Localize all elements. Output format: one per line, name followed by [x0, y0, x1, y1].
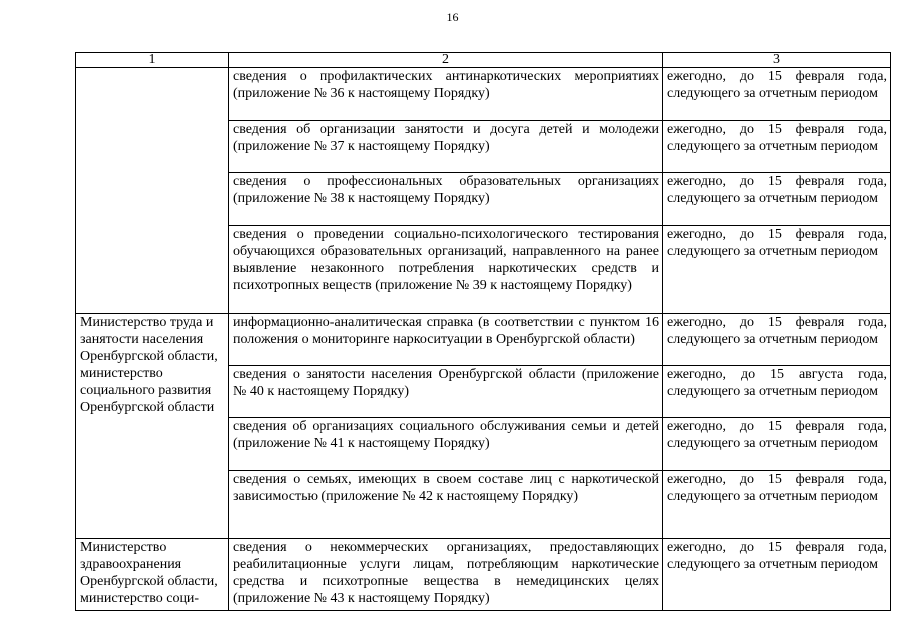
deadline-cell: ежегодно, до 15 февраля года, следующего за отчетным периодом: [663, 226, 891, 314]
deadline-cell: ежегодно, до 15 февраля года, следующего за отчетным периодом: [663, 539, 891, 611]
deadline-cell: ежегодно, до 15 февраля года, следующего за отчетным периодом: [663, 173, 891, 226]
deadline-cell: ежегодно, до 15 августа года, следующего за отчетным периодом: [663, 366, 891, 418]
information-cell: сведения о проведении социально-психологического тестирования обучающихся образовательных организаций, направленного на ранее выявление незаконного потребления наркотических средств и психотропных веществ (приложение № 39 к настоящему Порядку): [229, 226, 663, 314]
deadline-cell: ежегодно, до 15 февраля года, следующего за отчетным периодом: [663, 314, 891, 366]
column-header: 3: [663, 53, 891, 68]
table-row: [76, 539, 891, 611]
table-header-row: [76, 53, 891, 68]
page-number: 16: [446, 10, 459, 24]
information-cell: сведения о некоммерческих организациях, предоставляющих реабилитационные услуги лицам, потребляющим наркотические средства и психотропные вещества в немедицинских целях (приложение № 43 к настоящему Порядку): [229, 539, 663, 611]
deadline-cell: ежегодно, до 15 февраля года, следующего за отчетным периодом: [663, 121, 891, 173]
organization-cell: [76, 68, 229, 314]
organization-cell: Министерство здравоохранения Оренбургской области, министерство соци-: [76, 539, 229, 611]
table-row: [76, 314, 891, 366]
information-cell: сведения о профессиональных образовательных организациях (приложение № 38 к настоящему Порядку): [229, 173, 663, 226]
information-cell: сведения об организации занятости и досуга детей и молодежи (приложение № 37 к настоящему Порядку): [229, 121, 663, 173]
information-cell: сведения о занятости населения Оренбургской области (приложение № 40 к настоящему Порядку): [229, 366, 663, 418]
information-cell: сведения о профилактических антинаркотических мероприятиях (приложение № 36 к настоящему Порядку): [229, 68, 663, 121]
information-cell: сведения о семьях, имеющих в своем составе лиц с наркотической зависимостью (приложение № 42 к настоящему Порядку): [229, 471, 663, 539]
column-header: 1: [76, 53, 229, 68]
information-cell: сведения об организациях социального обслуживания семьи и детей (приложение № 41 к настоящему Порядку): [229, 418, 663, 471]
deadline-cell: ежегодно, до 15 февраля года, следующего за отчетным периодом: [663, 418, 891, 471]
deadline-cell: ежегодно, до 15 февраля года, следующего за отчетным периодом: [663, 68, 891, 121]
table-row: [76, 68, 891, 121]
organization-cell: Министерство труда и занятости населения Оренбургской области, министерство социального развития Оренбургской области: [76, 314, 229, 539]
information-cell: информационно-аналитическая справка (в соответствии с пунктом 16 положения о мониторинге наркоситуации в Оренбургской области): [229, 314, 663, 366]
deadline-cell: ежегодно, до 15 февраля года, следующего за отчетным периодом: [663, 471, 891, 539]
reporting-table: [75, 52, 891, 611]
column-header: 2: [229, 53, 663, 68]
